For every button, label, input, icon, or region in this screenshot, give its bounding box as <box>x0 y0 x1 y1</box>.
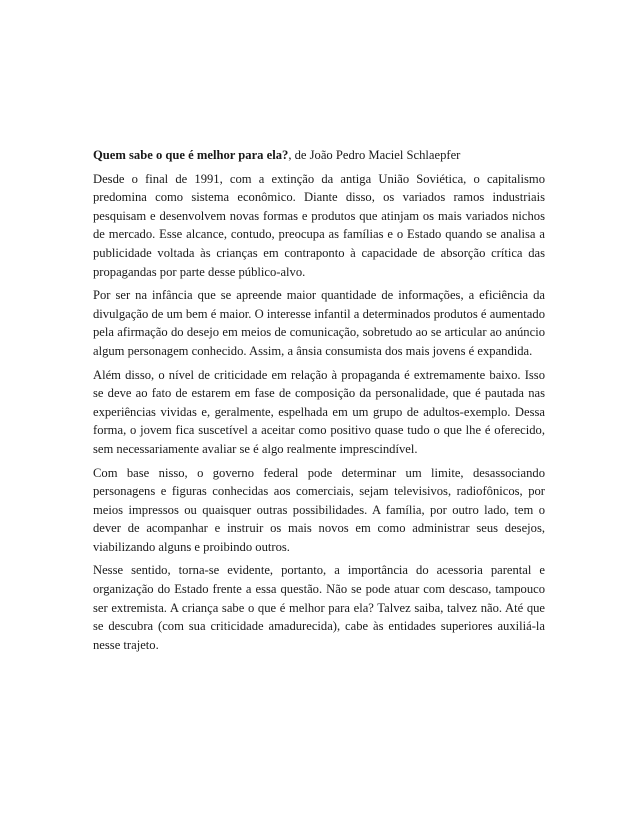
paragraph-2: Por ser na infância que se apreende maior quantidade de informações, a eficiência da divulgação de um bem é maior. O interesse infantil a determinados produtos é aumentado pela afirmação do desejo em meios de comunicação, sobretudo ao se articular ao anúncio algum personagem conhecido. Assim, a ânsia consumista dos mais jovens é expandida. <box>93 288 545 358</box>
paragraph-5: Nesse sentido, torna-se evidente, portanto, a importância do acessoria parental e organização do Estado frente a essa questão. Não se pode atuar com descaso, tampouco ser extremista. A criança sabe o que é melhor para ela? Talvez saiba, talvez não. Até que se descubra (com sua criticidade amadurecida), cabe às entidades superiores auxiliá-la nesse trajeto. <box>93 563 545 652</box>
paragraph-1: Desde o final de 1991, com a extinção da antiga União Soviética, o capitalismo predomina como sistema econômico. Diante disso, os variados ramos industriais pesquisam e desenvolvem novas formas e produtos que atinjam os mais variados nichos de mercado. Esse alcance, contudo, preocupa as famílias e o Estado quando se analisa a publicidade voltada às crianças em contraponto à capacidade de absorção crítica das propagandas por parte desse público-alvo. <box>93 171 545 279</box>
paragraph-4: Com base nisso, o governo federal pode determinar um limite, desassociando personagens e figuras conhecidas aos comerciais, sejam televisivos, radiofônicos, por meios impressos ou quaisquer outras possibilidades. A família, por outro lado, tem o dever de acompanhar e instruir os mais novos em como administrar seus desejos, viabilizando alguns e proibindo outros. <box>93 465 545 554</box>
title-line <box>93 146 545 165</box>
document-body <box>93 146 545 659</box>
document-title: Quem sabe o que é melhor para ela? <box>93 148 289 162</box>
paragraph-3: Além disso, o nível de criticidade em relação à propaganda é extremamente baixo. Isso se deve ao fato de estarem em fase de composição da personalidade, que é pautada nas experiências vividas e, geralmente, espelhada em um grupo de adultos-exemplo. Dessa forma, o jovem fica suscetível a aceitar como positivo quase tudo o que lhe é oferecido, sem necessariamente avaliar se é algo realmente imprescindível. <box>93 367 545 456</box>
author-byline: , de João Pedro Maciel Schlaepfer <box>288 148 461 162</box>
